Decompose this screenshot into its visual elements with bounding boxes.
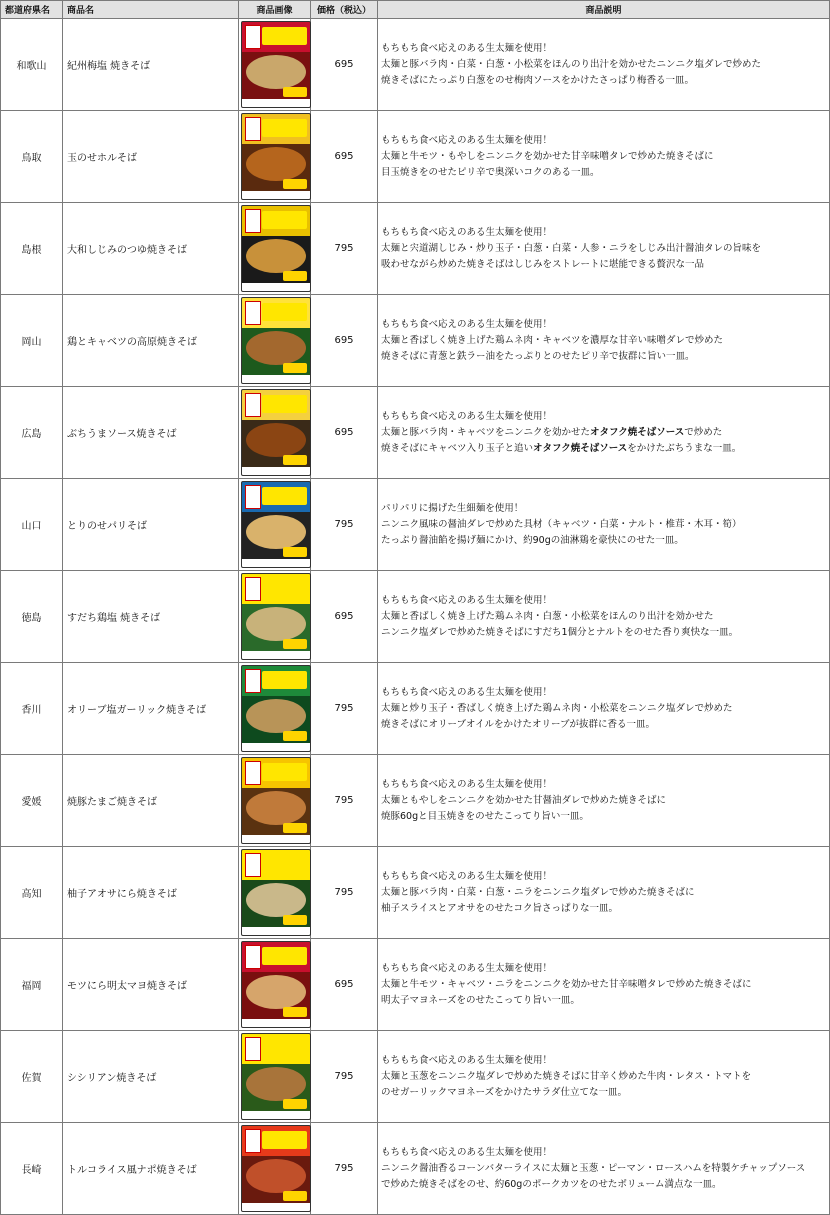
product-name-cell: モツにら明太マヨ焼きそば <box>63 939 239 1031</box>
description-line: もちもち食べ応えのある生太麺を使用！ <box>381 594 553 606</box>
description-line: もちもち食べ応えのある生太麺を使用！ <box>381 1146 553 1158</box>
product-poster-image <box>241 757 311 844</box>
poster-price-sticker <box>283 823 307 833</box>
product-name-cell: すだち鶏塩 焼きそば <box>63 571 239 663</box>
description-text: 焼きそばにキャベツ入り玉子と追い <box>381 442 534 454</box>
poster-title-text <box>262 1039 307 1057</box>
prefecture-cell: 長崎 <box>1 1123 63 1215</box>
description-cell <box>378 479 830 571</box>
description-line: 太麺と牛モツ・もやしをニンニクを効かせた甘辛味噌タレで炒めた焼きそばに <box>381 150 714 162</box>
poster-title-text <box>262 947 307 965</box>
description-line: のせガーリックマヨネーズをかけたサラダ仕立てな一皿。 <box>381 1086 628 1098</box>
poster-footer <box>242 835 310 843</box>
poster-region-tag <box>245 25 261 49</box>
description-cell <box>378 295 830 387</box>
product-name-cell: 焼豚たまご焼きそば <box>63 755 239 847</box>
prefecture-cell: 島根 <box>1 203 63 295</box>
poster-region-tag <box>245 853 261 877</box>
poster-footer <box>242 743 310 751</box>
poster-price-sticker <box>283 87 307 97</box>
product-image-cell <box>239 295 311 387</box>
description-cell <box>378 571 830 663</box>
poster-region-tag <box>245 301 261 325</box>
poster-title-text <box>262 671 307 689</box>
price-cell: 795 <box>311 479 378 571</box>
product-image-cell <box>239 111 311 203</box>
description-line: 明太子マヨネーズをのせたこってり旨い一皿。 <box>381 994 580 1006</box>
product-name-cell: 大和しじみのつゆ焼きそば <box>63 203 239 295</box>
prefecture-cell: 岡山 <box>1 295 63 387</box>
description-line: で炒めた焼きそばをのせ、約60gのポークカツをのせたボリューム満点な一皿。 <box>381 1178 722 1190</box>
description-line: 太麺と豚バラ肉・白菜・白葱・ニラをニンニク塩ダレで炒めた焼きそばに <box>381 886 695 898</box>
poster-dish-photo <box>246 55 306 89</box>
description-line: もちもち食べ応えのある生太麺を使用！ <box>381 134 553 146</box>
table-row <box>1 571 830 663</box>
product-poster-image <box>241 21 311 108</box>
product-poster-image <box>241 1125 311 1212</box>
product-name-cell: オリーブ塩ガーリック焼きそば <box>63 663 239 755</box>
poster-region-tag <box>245 1129 261 1153</box>
prefecture-cell: 福岡 <box>1 939 63 1031</box>
poster-dish-photo <box>246 883 306 917</box>
poster-price-sticker <box>283 271 307 281</box>
product-name-cell: 玉のせホルそば <box>63 111 239 203</box>
poster-price-sticker <box>283 1007 307 1017</box>
prefecture-cell: 山口 <box>1 479 63 571</box>
price-cell: 695 <box>311 571 378 663</box>
description-line: 焼きそばにたっぷり白葱をのせ梅肉ソースをかけたさっぱり梅香る一皿。 <box>381 74 695 86</box>
poster-price-sticker <box>283 639 307 649</box>
price-cell: 795 <box>311 1031 378 1123</box>
table-body <box>1 19 830 1215</box>
description-line: 太麺と香ばしく焼き上げた鶏ムネ肉・キャベツを濃厚な甘辛い味噌ダレで炒めた <box>381 334 724 346</box>
poster-footer <box>242 1203 310 1211</box>
poster-price-sticker <box>283 731 307 741</box>
description-line: もちもち食べ応えのある生太麺を使用！ <box>381 318 553 330</box>
poster-region-tag <box>245 393 261 417</box>
description-line: もちもち食べ応えのある生太麺を使用！ <box>381 42 553 54</box>
description-cell <box>378 1031 830 1123</box>
poster-price-sticker <box>283 455 307 465</box>
description-line: 焼豚60gと目玉焼きをのせたこってり旨い一皿。 <box>381 810 589 822</box>
poster-dish-photo <box>246 423 306 457</box>
header-row <box>1 1 830 19</box>
product-poster-image <box>241 113 311 200</box>
prefecture-cell: 広島 <box>1 387 63 479</box>
prefecture-cell: 鳥取 <box>1 111 63 203</box>
table-row <box>1 111 830 203</box>
price-cell: 695 <box>311 111 378 203</box>
description-cell <box>378 19 830 111</box>
description-cell <box>378 387 830 479</box>
poster-title-text <box>262 855 307 873</box>
description-line: 柚子スライスとアオサをのせたコク旨さっぱりな一皿。 <box>381 902 619 914</box>
price-cell: 695 <box>311 939 378 1031</box>
poster-region-tag <box>245 1037 261 1061</box>
description-line: もちもち食べ応えのある生太麺を使用！ <box>381 962 553 974</box>
product-image-cell <box>239 19 311 111</box>
prefecture-cell: 徳島 <box>1 571 63 663</box>
description-cell <box>378 663 830 755</box>
description-line: もちもち食べ応えのある生太麺を使用！ <box>381 870 553 882</box>
product-poster-image <box>241 1033 311 1120</box>
product-image-cell <box>239 1031 311 1123</box>
description-line: 太麺と宍道湖しじみ・炒り玉子・白葱・白菜・人参・ニラをしじみ出汁醤油タレの旨味を <box>381 242 762 254</box>
description-line: 焼きそばにオリーブオイルをかけたオリーブが抜群に香る一皿。 <box>381 718 655 730</box>
product-poster-image <box>241 389 311 476</box>
poster-footer <box>242 375 310 383</box>
poster-price-sticker <box>283 915 307 925</box>
poster-region-tag <box>245 761 261 785</box>
prefecture-cell: 愛媛 <box>1 755 63 847</box>
product-name-cell: シシリアン焼きそば <box>63 1031 239 1123</box>
price-cell: 795 <box>311 755 378 847</box>
poster-footer <box>242 1111 310 1119</box>
poster-dish-photo <box>246 975 306 1009</box>
table-row <box>1 295 830 387</box>
description-line: もちもち食べ応えのある生太麺を使用！ <box>381 1054 553 1066</box>
poster-dish-photo <box>246 239 306 273</box>
table-row <box>1 755 830 847</box>
table-row <box>1 663 830 755</box>
description-line: もちもち食べ応えのある生太麺を使用！ <box>381 778 553 790</box>
product-image-cell <box>239 847 311 939</box>
poster-dish-photo <box>246 699 306 733</box>
description-line: ニンニク風味の醤油ダレで炒めた具材（キャベツ・白菜・ナルト・椎茸・木耳・筍） <box>381 518 742 530</box>
table-row <box>1 387 830 479</box>
product-poster-image <box>241 481 311 568</box>
product-image-cell <box>239 571 311 663</box>
description-line: もちもち食べ応えのある生太麺を使用！ <box>381 226 553 238</box>
description-cell <box>378 111 830 203</box>
description-line: ニンニク塩ダレで炒めた焼きそばにすだち1個分とナルトをのせた香り爽快な一皿。 <box>381 626 739 638</box>
product-poster-image <box>241 573 311 660</box>
table-row <box>1 1031 830 1123</box>
product-name-cell: とりのせパリそば <box>63 479 239 571</box>
description-emphasis: オタフク焼そばソース <box>590 426 685 438</box>
description-line <box>381 425 829 441</box>
product-poster-image <box>241 205 311 292</box>
product-image-cell <box>239 939 311 1031</box>
description-line: 太麺と炒り玉子・香ばしく焼き上げた鶏ムネ肉・小松菜をニンニク塩ダレで炒めた <box>381 702 733 714</box>
poster-dish-photo <box>246 607 306 641</box>
price-cell: 795 <box>311 203 378 295</box>
product-poster-image <box>241 297 311 384</box>
description-line: もちもち食べ応えのある生太麺を使用！ <box>381 686 553 698</box>
table-row <box>1 19 830 111</box>
poster-footer <box>242 99 310 107</box>
description-line: 吸わせながら炒めた焼きそばはしじみをストレートに堪能できる贅沢な一品 <box>381 258 705 270</box>
table-row <box>1 203 830 295</box>
poster-region-tag <box>245 485 261 509</box>
price-cell: 795 <box>311 663 378 755</box>
poster-price-sticker <box>283 179 307 189</box>
poster-price-sticker <box>283 547 307 557</box>
product-image-cell <box>239 663 311 755</box>
description-text: で炒めた <box>684 426 723 438</box>
description-line: 太麺と香ばしく焼き上げた鶏ムネ肉・白葱・小松菜をほんのり出汁を効かせた <box>381 610 714 622</box>
table-row <box>1 1123 830 1215</box>
table-row <box>1 479 830 571</box>
poster-price-sticker <box>283 1099 307 1109</box>
header-price: 価格（税込） <box>311 1 378 19</box>
description-line: 焼きそばに青葱と鉄ラー油をたっぷりとのせたピリ辛で抜群に旨い一皿。 <box>381 350 695 362</box>
product-name-cell: 紀州梅塩 焼きそば <box>63 19 239 111</box>
poster-footer <box>242 191 310 199</box>
poster-title-text <box>262 579 307 597</box>
poster-footer <box>242 283 310 291</box>
prefecture-cell: 香川 <box>1 663 63 755</box>
prefecture-cell: 高知 <box>1 847 63 939</box>
product-image-cell <box>239 479 311 571</box>
product-name-cell: ぶちうまソース焼きそば <box>63 387 239 479</box>
description-cell <box>378 1123 830 1215</box>
description-line: パリパリに揚げた生細麺を使用！ <box>381 502 524 514</box>
description-line: 目玉焼きをのせたピリ辛で奥深いコクのある一皿。 <box>381 166 600 178</box>
poster-title-text <box>262 27 307 45</box>
poster-footer <box>242 467 310 475</box>
table-row <box>1 939 830 1031</box>
poster-dish-photo <box>246 791 306 825</box>
poster-title-text <box>262 303 307 321</box>
header-desc: 商品説明 <box>378 1 830 19</box>
product-name-cell: 柚子アオサにら焼きそば <box>63 847 239 939</box>
poster-title-text <box>262 395 307 413</box>
price-cell: 695 <box>311 295 378 387</box>
product-image-cell <box>239 755 311 847</box>
description-line: 太麺と玉葱をニンニク塩ダレで炒めた焼きそばに甘辛く炒めた牛肉・レタス・トマトを <box>381 1070 752 1082</box>
product-name-cell: 鶏とキャベツの高原焼きそば <box>63 295 239 387</box>
description-cell <box>378 755 830 847</box>
prefecture-cell: 佐賀 <box>1 1031 63 1123</box>
poster-footer <box>242 651 310 659</box>
description-cell <box>378 939 830 1031</box>
poster-footer <box>242 927 310 935</box>
description-text: もちもち食べ応えのある生太麺を使用！ <box>381 410 553 422</box>
poster-footer <box>242 1019 310 1027</box>
description-cell <box>378 203 830 295</box>
poster-region-tag <box>245 577 261 601</box>
description-text: 太麺と豚バラ肉・キャベツをニンニクを効かせた <box>381 426 591 438</box>
poster-region-tag <box>245 669 261 693</box>
header-image: 商品画像 <box>239 1 311 19</box>
poster-price-sticker <box>283 363 307 373</box>
product-poster-image <box>241 941 311 1028</box>
poster-dish-photo <box>246 1159 306 1193</box>
header-name: 商品名 <box>63 1 239 19</box>
description-cell <box>378 847 830 939</box>
product-image-cell <box>239 203 311 295</box>
product-image-cell <box>239 387 311 479</box>
description-line: ニンニク醤油香るコーンバターライスに太麺と玉葱・ピーマン・ロースハムを特製ケチャップソース <box>381 1162 806 1174</box>
poster-region-tag <box>245 945 261 969</box>
price-cell: 795 <box>311 1123 378 1215</box>
description-line: 太麺ともやしをニンニクを効かせた甘醤油ダレで炒めた焼きそばに <box>381 794 667 806</box>
poster-footer <box>242 559 310 567</box>
prefecture-cell: 和歌山 <box>1 19 63 111</box>
price-cell: 795 <box>311 847 378 939</box>
description-line: 太麺と豚バラ肉・白菜・白葱・小松菜をほんのり出汁を効かせたニンニク塩ダレで炒めた <box>381 58 762 70</box>
poster-region-tag <box>245 117 261 141</box>
description-line: たっぷり醤油餡を揚げ麺にかけ、約90gの油淋鶏を豪快にのせた一皿。 <box>381 534 684 546</box>
poster-title-text <box>262 119 307 137</box>
poster-dish-photo <box>246 1067 306 1101</box>
description-line: 太麺と牛モツ・キャベツ・ニラをニンニクを効かせた甘辛味噌タレで炒めた焼きそばに <box>381 978 752 990</box>
description-text: をかけたぶちうまな一皿。 <box>627 442 742 454</box>
poster-dish-photo <box>246 515 306 549</box>
description-emphasis: オタフク焼そばソース <box>533 442 628 454</box>
product-poster-image <box>241 849 311 936</box>
poster-title-text <box>262 1131 307 1149</box>
price-cell: 695 <box>311 19 378 111</box>
table-row <box>1 847 830 939</box>
poster-region-tag <box>245 209 261 233</box>
product-name-cell: トルコライス風ナポ焼きそば <box>63 1123 239 1215</box>
poster-title-text <box>262 763 307 781</box>
price-cell: 695 <box>311 387 378 479</box>
poster-dish-photo <box>246 147 306 181</box>
poster-title-text <box>262 211 307 229</box>
poster-dish-photo <box>246 331 306 365</box>
product-poster-image <box>241 665 311 752</box>
product-image-cell <box>239 1123 311 1215</box>
header-pref: 都道府県名 <box>1 1 63 19</box>
description-line <box>381 441 829 457</box>
description-line <box>381 409 829 425</box>
poster-title-text <box>262 487 307 505</box>
